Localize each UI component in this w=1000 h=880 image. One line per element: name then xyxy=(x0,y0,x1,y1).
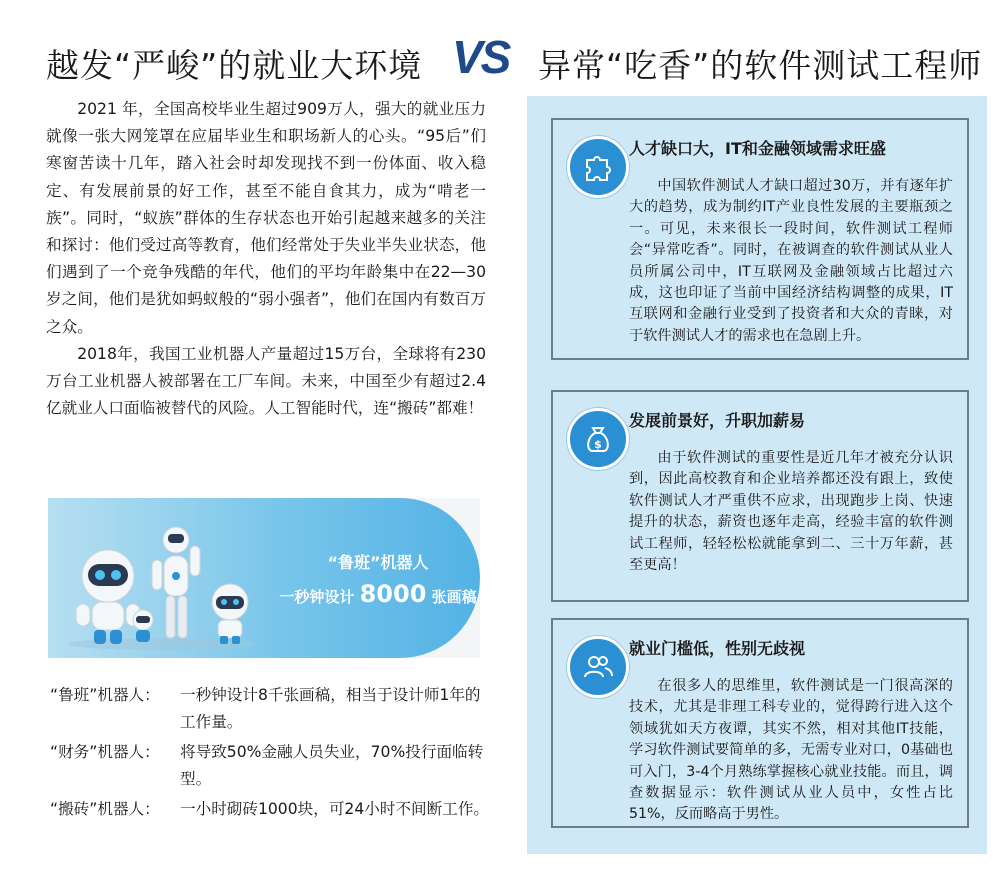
svg-text:$: $ xyxy=(594,438,602,451)
banner-tagline-suffix: 张画稿 xyxy=(431,588,477,606)
robot-desc: 将导致50%金融人员失业，70%投行面临转型。 xyxy=(180,743,484,788)
list-item xyxy=(50,796,490,823)
card-icon-badge xyxy=(567,408,629,470)
card-body: 中国软件测试人才缺口超过30万，并有逐年扩大的趋势，成为制约IT产业良性发展的主要瓶颈之一。可见，未来很长一段时间，软件测试工程师会“异常吃香”。同时，在被调查的软件测试从业人员所属公司中，IT互联网及金融领域占比超过六成，这也印证了当前中国经济结构调整的成果，IT互联网和金融行业受到了投资者和大众的青睐，对于软件测试人才的需求也在急剧上升。 xyxy=(629,178,953,344)
card-title: 发展前景好，升职加薪易 xyxy=(629,411,806,430)
robot-list xyxy=(50,682,490,826)
robot-name: “鲁班”机器人： xyxy=(50,686,160,704)
card-icon-badge xyxy=(567,136,629,198)
card-talent-gap xyxy=(551,118,969,360)
users-icon xyxy=(581,650,615,684)
page-header xyxy=(0,28,1000,98)
paragraph: 2018年，我国工业机器人产量超过15万台，全球将有230万台工业机器人被部署在工厂车间。未来，中国至少有超过2.4亿就业人口面临被替代的风险。人工智能时代，连“搬砖”都难！ xyxy=(46,344,486,418)
robot-tall xyxy=(152,527,200,638)
robot-desc: 一秒钟设计8千张画稿，相当于设计师1年的工作量。 xyxy=(180,686,481,731)
card-title: 就业门槛低，性别无歧视 xyxy=(629,639,806,658)
robot-right xyxy=(212,584,248,644)
robot-desc: 一小时砌砖1000块，可24小时不间断工作。 xyxy=(180,800,490,818)
paragraph: 2021 年，全国高校毕业生超过909万人，强大的就业压力就像一张大网笼罩在应届毕业生和职场新人的心头。“95后”们寒窗苦读十几年，踏入社会时却发现找不到一份体面、收入稳定、有发展前景的好工作，甚至不能自食其力，成为“啃老一族”。同时，“蚁族”群体的生存状态也开始引起越来越多的关注和探讨：他们受过高等教育，他们经常处于失业半失业状态，他们遇到了一个竞争残酷的年代，他们的平均年龄集中在22—30岁之间，他们是犹如蚂蚁般的“弱小强者”，他们在国内有数百万之众。 xyxy=(46,100,486,336)
card-career-prospect xyxy=(551,390,969,602)
robot-left xyxy=(76,550,140,644)
card-low-threshold xyxy=(551,618,969,828)
title-right: 异常“吃香”的软件测试工程师 xyxy=(538,46,983,85)
right-panel xyxy=(527,96,987,854)
robot-banner xyxy=(48,498,480,658)
title-left: 越发“严峻”的就业大环境 xyxy=(46,46,423,85)
robot-name: “财务”机器人： xyxy=(50,743,160,761)
money-bag-icon xyxy=(581,422,615,456)
banner-tagline xyxy=(262,580,494,608)
vs-mark: VS xyxy=(452,31,510,83)
left-column xyxy=(46,96,486,422)
banner-robot-name: “鲁班”机器人 xyxy=(327,553,429,572)
card-title: 人才缺口大，IT和金融领域需求旺盛 xyxy=(629,139,886,158)
card-icon-badge xyxy=(567,636,629,698)
banner-tagline-prefix: 一秒钟设计 xyxy=(279,588,355,606)
card-body: 由于软件测试的重要性是近几年才被充分认识到，因此高校教育和企业培养都还没有跟上，致使软件测试人才严重供不应求，出现跑步上岗、快速提升的状态，薪资也逐年走高，经验丰富的软件测试工程师，轻轻松松就能拿到二、三十万年薪，甚至更高！ xyxy=(629,450,953,574)
card-body: 在很多人的思维里，软件测试是一门很高深的技术，尤其是非理工科专业的，觉得跨行进入这个领域犹如天方夜谭，其实不然，相对其他IT技能，学习软件测试要简单的多，无需专业对口，0基础也可入门，3-4个月熟练掌握核心就业技能。而且，调查数据显示：软件测试从业人员中，女性占比51%，反而略高于男性。 xyxy=(629,678,953,823)
robot-small xyxy=(133,610,153,642)
list-item xyxy=(50,739,490,793)
banner-number: 8000 xyxy=(359,580,427,608)
list-item xyxy=(50,682,490,736)
robots-illustration xyxy=(58,516,268,656)
robot-name: “搬砖”机器人： xyxy=(50,800,160,818)
puzzle-icon xyxy=(581,150,615,184)
